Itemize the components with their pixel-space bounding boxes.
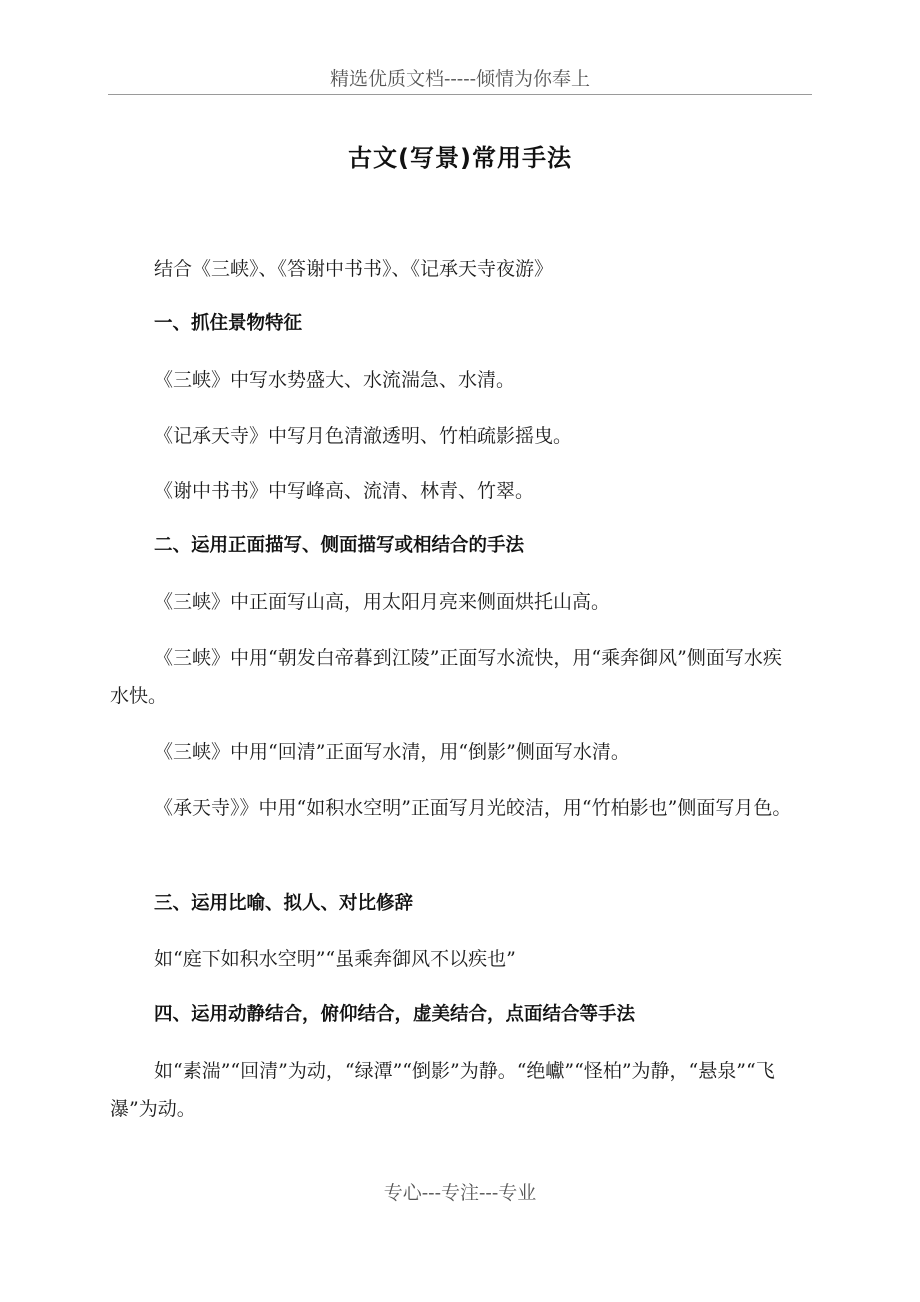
page-footer: 专心---专注---专业 <box>383 1182 537 1204</box>
document-title: 古文(写景)常用手法 <box>348 144 572 172</box>
section-1-heading: 一、抓住景物特征 <box>154 313 303 334</box>
intro-paragraph: 结合《三峡》、《答谢中书书》、《记承天寺夜游》 <box>154 258 554 280</box>
page-header: 精选优质文档-----倾情为你奉上 <box>108 64 812 95</box>
section-1-paragraph-3: 《谢中书书》中写峰高、流清、林青、竹翠。 <box>154 480 535 502</box>
section-2-paragraph-3: 《三峡》中用“回清”正面写水清，用“倒影”侧面写水清。 <box>154 741 630 763</box>
section-1-paragraph-1: 《三峡》中写水势盛大、水流湍急、水清。 <box>154 369 516 391</box>
section-4-paragraph-1: 如“素湍”“回清”为动，“绿潭”“倒影”为静。“绝巘”“怪柏”为静，“悬泉”“飞瀑”为动。 <box>110 1060 775 1120</box>
section-2-paragraph-1: 《三峡》中正面写山高，用太阳月亮来侧面烘托山高。 <box>154 591 611 613</box>
section-3-heading: 三、运用比喻、拟人、对比修辞 <box>154 893 414 914</box>
section-2-paragraph-2: 《三峡》中用“朝发白帝暮到江陵”正面写水流快，用“乘奔御风”侧面写水疾水快。 <box>110 647 782 707</box>
section-4-heading: 四、运用动静结合，俯仰结合，虚美结合，点面结合等手法 <box>154 1004 636 1025</box>
section-2-paragraph-4: 《承天寺》》中用“如积水空明”正面写月光皎洁，用“竹柏影也”侧面写月色。 <box>154 797 792 819</box>
section-3-paragraph-1: 如“庭下如积水空明”“虽乘奔御风不以疾也” <box>154 948 516 970</box>
section-1-paragraph-2: 《记承天寺》中写月色清澈透明、竹柏疏影摇曳。 <box>154 425 573 447</box>
section-2-heading: 二、运用正面描写、侧面描写或相结合的手法 <box>154 535 525 556</box>
